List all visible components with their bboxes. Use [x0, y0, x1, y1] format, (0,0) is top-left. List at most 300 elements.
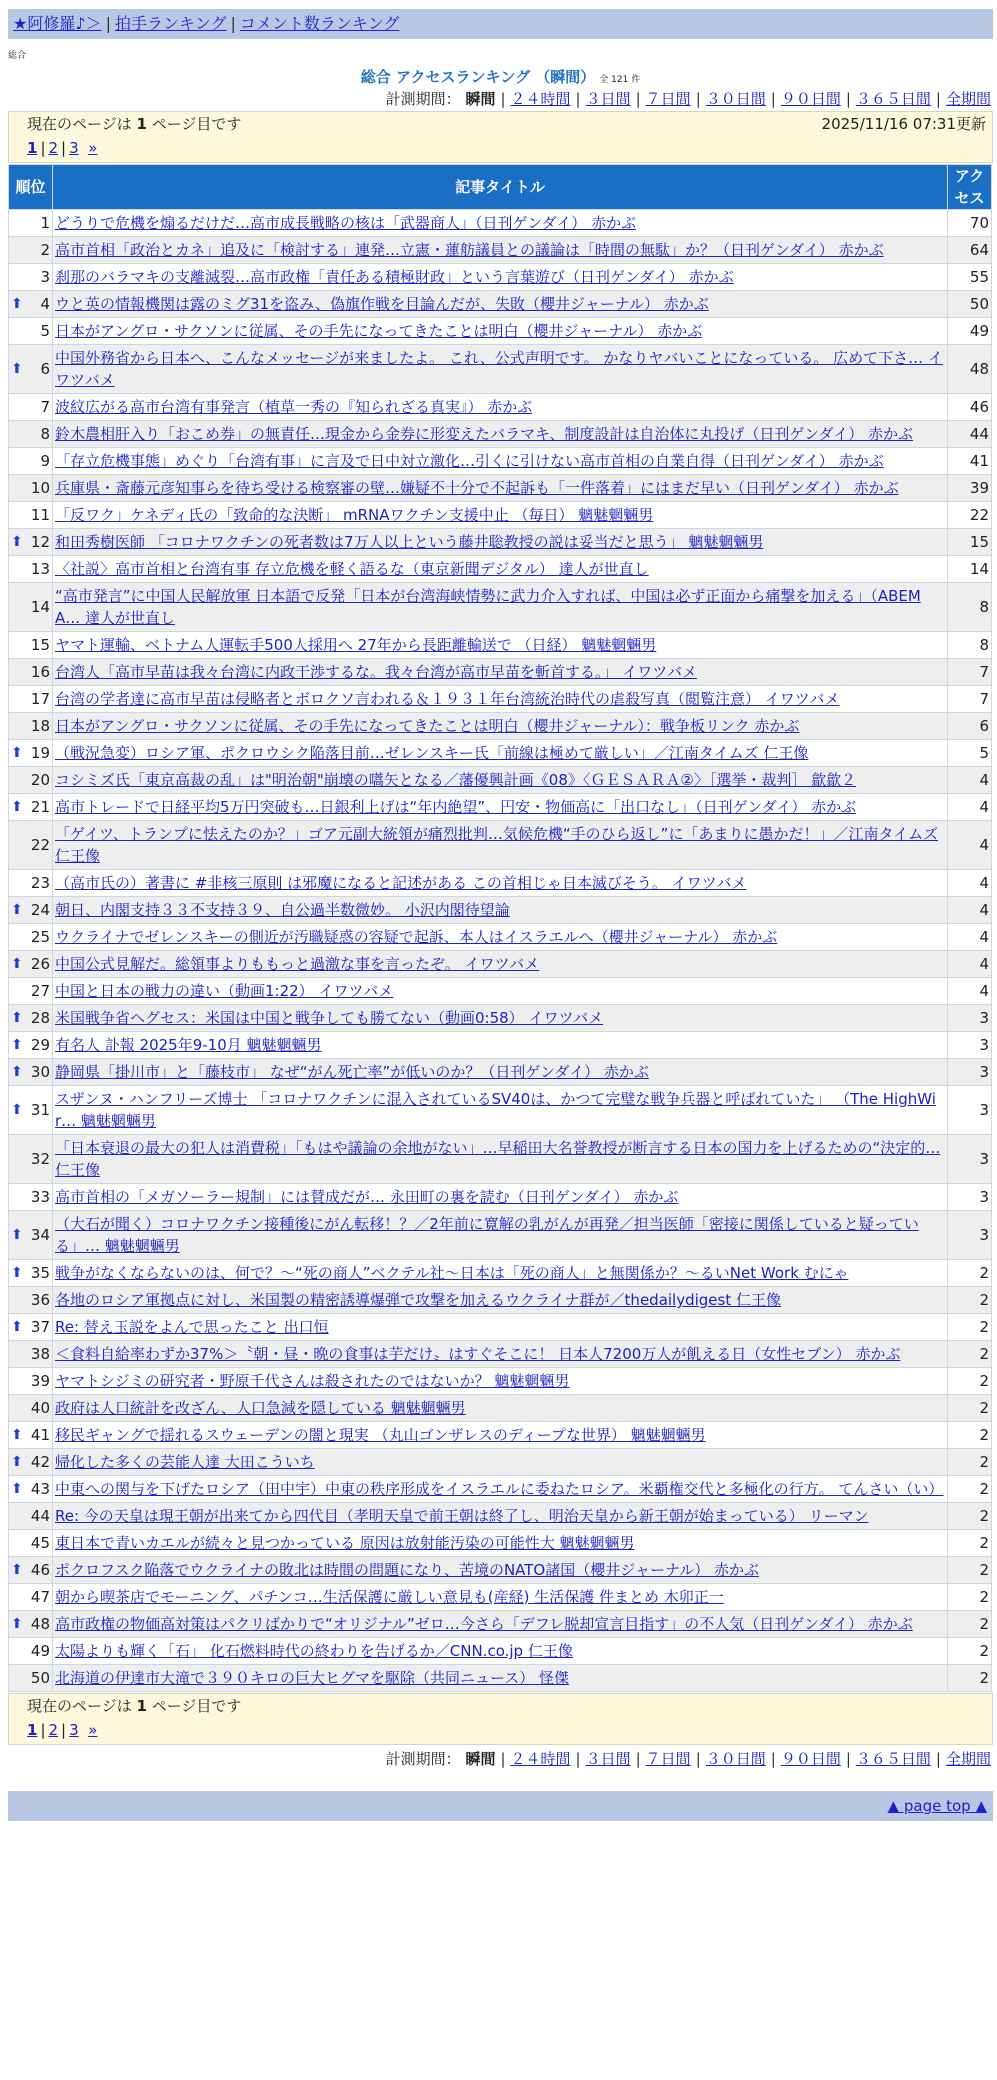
nav-link-applause-ranking[interactable]: 拍手ランキング: [114, 14, 227, 33]
rank-cell: [9, 951, 53, 978]
article-title-link[interactable]: 戦争がなくならないのは、何で？～“死の商人”ベクテル社～日本は「死の商人」と無関係か？～るいNet Work むにゃ: [55, 1264, 849, 1282]
rank-cell: [9, 794, 53, 821]
rank-number: 44: [30, 1507, 50, 1525]
article-title-link[interactable]: 中東への関与を下げたロシア（田中宇）中東の秩序形成をイスラエルに委ねたロシア。米覇権交代と多極化の行方。 てんさい（い）: [55, 1480, 944, 1498]
table-row: [9, 632, 992, 659]
rank-cell: [9, 1557, 53, 1584]
rank-cell: [9, 1638, 53, 1665]
rank-number: 40: [30, 1399, 50, 1417]
article-title-link[interactable]: 静岡県「掛川市」と「藤枝市」 なぜ“がん死亡率”が低いのか？（日刊ゲンダイ） 赤かぶ: [55, 1063, 649, 1081]
access-count: 2: [948, 1584, 992, 1611]
table-row: [9, 1005, 992, 1032]
article-title-link[interactable]: 北海道の伊達市大滝で３９０キロの巨大ヒグマを駆除（共同ニュース） 怪傑: [55, 1669, 570, 1687]
period-label: 計測期間：: [385, 1750, 461, 1768]
rank-cell: [9, 897, 53, 924]
page-link-3[interactable]: 3: [69, 1721, 79, 1739]
access-count: 44: [948, 421, 992, 448]
rank-number: 10: [30, 479, 50, 497]
access-count: 64: [948, 237, 992, 264]
period-link-24h[interactable]: ２４時間: [510, 1750, 571, 1768]
footer-bar: [8, 1791, 993, 1821]
page-link-2[interactable]: 2: [48, 1721, 59, 1739]
rank-number: 24: [30, 901, 50, 919]
arrow-up-icon: ⬆: [11, 1265, 23, 1281]
rank-cell: [9, 529, 53, 556]
access-count: 3: [948, 1059, 992, 1086]
arrow-up-icon: ⬆: [11, 534, 23, 550]
rank-cell: [9, 1665, 53, 1692]
access-count: 2: [948, 1557, 992, 1584]
arrow-up-icon: ⬆: [11, 1427, 23, 1443]
title-cell: [53, 951, 948, 978]
access-count: 2: [948, 1611, 992, 1638]
rank-cell: [9, 659, 53, 686]
access-count: 4: [948, 870, 992, 897]
article-title-link[interactable]: 政府は人口統計を改ざん、人口急減を隠している 魑魅魍魎男: [55, 1399, 466, 1417]
nav-separator: |: [105, 14, 111, 33]
table-row: [9, 1184, 992, 1211]
page-link-current[interactable]: 1: [27, 1721, 38, 1739]
rank-cell: [9, 632, 53, 659]
table-row: [9, 475, 992, 502]
article-title-link[interactable]: どうりで危機を煽るだけだ…高市成長戦略の核は「武器商人」（日刊ゲンダイ） 赤かぶ: [55, 214, 637, 232]
access-count: 2: [948, 1260, 992, 1287]
table-row: [9, 713, 992, 740]
rank-cell: [9, 475, 53, 502]
article-title-link[interactable]: Re: 替え玉説をよんで思ったこと 出口恒: [55, 1318, 329, 1336]
page-link-3[interactable]: 3: [69, 139, 79, 157]
table-row: [9, 1260, 992, 1287]
title-cell: [53, 1005, 948, 1032]
rank-cell: [9, 1135, 53, 1184]
title-cell: [53, 421, 948, 448]
period-link-24h[interactable]: ２４時間: [510, 90, 571, 108]
article-title-link[interactable]: 〈社説〉高市首相と台湾有事 存立危機を軽く語るな（東京新聞デジタル） 達人が世直し: [55, 560, 649, 578]
table-row: [9, 345, 992, 394]
rank-number: 14: [30, 598, 50, 616]
rank-number: 37: [30, 1318, 50, 1336]
period-link-3d[interactable]: ３日間: [585, 1750, 631, 1768]
rank-number: 31: [30, 1101, 50, 1119]
rank-number: 1: [40, 214, 50, 232]
title-cell: [53, 1287, 948, 1314]
rank-number: 6: [40, 360, 50, 378]
page-next-link[interactable]: »: [88, 139, 98, 157]
article-title-link[interactable]: 和田秀樹医師 「コロナワクチンの死者数は7万人以上という藤井聡教授の説は妥当だと思う」 魑魅魍魎男: [55, 533, 764, 551]
ranking-table: [8, 164, 992, 1692]
rank-cell: [9, 1611, 53, 1638]
article-title-link[interactable]: 帰化した多くの芸能人達 大田こういち: [55, 1453, 315, 1471]
period-link-365d[interactable]: ３６５日間: [855, 1750, 931, 1768]
article-title-link[interactable]: 太陽よりも輝く「石」 化石燃料時代の終わりを告げるか／CNN.co.jp 仁王像: [55, 1642, 573, 1660]
total-count: 全 121 件: [599, 75, 641, 85]
nav-link-comment-ranking[interactable]: コメント数ランキング: [239, 14, 400, 33]
period-selector-bottom: 計測期間： 瞬間 | ２４時間 | ３日間 | ７日間 | ３０日間 | ９０日間 | ３６５日間 | 全期間: [385, 1750, 991, 1768]
current-page-text: 現在のページは 1 ページ目です: [27, 1697, 242, 1715]
table-row: [9, 264, 992, 291]
rank-cell: [9, 767, 53, 794]
rank-cell: [9, 1422, 53, 1449]
article-title-link[interactable]: 兵庫県・斎藤元彦知事らを待ち受ける検察審の壁…嫌疑不十分で不起訴も「一件落着」にはまだ早い（日刊ゲンダイ） 赤かぶ: [55, 479, 899, 497]
table-row: [9, 740, 992, 767]
access-count: 3: [948, 1135, 992, 1184]
access-count: 4: [948, 821, 992, 870]
access-count: 2: [948, 1665, 992, 1692]
access-count: 49: [948, 318, 992, 345]
article-title-link[interactable]: 高市政権の物価高対策はパクリばかりで“オリジナル”ゼロ…今さら「デフレ脱却宣言目指す」の不人気（日刊ゲンダイ） 赤かぶ: [55, 1615, 913, 1633]
title-cell: [53, 1638, 948, 1665]
title-cell: [53, 1368, 948, 1395]
article-title-link[interactable]: 台湾人「高市早苗は我々台湾に内政干渉するな。我々台湾が高市早苗を斬首する。」 イワツバメ: [55, 663, 697, 681]
rank-number: 45: [30, 1534, 50, 1552]
rank-number: 42: [30, 1453, 50, 1471]
table-row: [9, 1211, 992, 1260]
article-title-link[interactable]: 刹那のバラマキの支離滅裂…高市政権「責任ある積極財政」という言葉遊び（日刊ゲンダイ） 赤かぶ: [55, 268, 734, 286]
rank-number: 26: [30, 955, 50, 973]
rank-number: 39: [30, 1372, 50, 1390]
rank-number: 19: [30, 744, 50, 762]
access-count: 3: [948, 1184, 992, 1211]
access-count: 3: [948, 1211, 992, 1260]
title-cell: [53, 978, 948, 1005]
page-title: 総合 アクセスランキング （瞬間）: [360, 68, 596, 86]
rank-number: 5: [40, 322, 50, 340]
table-row: [9, 1557, 992, 1584]
title-cell: [53, 583, 948, 632]
article-title-link[interactable]: 台湾の学者達に高市早苗は侵略者とボロクソ言われる＆１９３１年台湾統治時代の虐殺写真（閲覧注意） イワツバメ: [55, 690, 840, 708]
title-cell: [53, 291, 948, 318]
title-cell: [53, 1557, 948, 1584]
arrow-up-icon: ⬆: [11, 1454, 23, 1470]
table-row: [9, 1503, 992, 1530]
title-cell: [53, 448, 948, 475]
rank-cell: [9, 740, 53, 767]
table-row: [9, 1665, 992, 1692]
title-cell: [53, 1211, 948, 1260]
rank-number: 18: [30, 717, 50, 735]
rank-cell: [9, 1260, 53, 1287]
rank-number: 43: [30, 1480, 50, 1498]
article-title-link[interactable]: 高市トレードで日経平均5万円突破も…日銀利上げは“年内絶望”、円安・物価高に「出口なし」（日刊ゲンダイ） 赤かぶ: [55, 798, 857, 816]
article-title-link[interactable]: 移民ギャングで揺れるスウェーデンの闇と現実 （丸山ゴンザレスのディープな世界） 魑魅魍魎男: [55, 1426, 706, 1444]
access-count: 14: [948, 556, 992, 583]
period-selector: 計測期間： 瞬間 | ２４時間 | ３日間 | ７日間 | ３０日間 | ９０日間 | ３６５日間 | 全期間: [385, 90, 991, 108]
access-count: 4: [948, 951, 992, 978]
article-title-link[interactable]: ヤマト運輸、ベトナム人運転手500人採用へ 27年から長距離輸送で （日経） 魑魅魍魎男: [55, 636, 657, 654]
article-title-link[interactable]: 米国戦争省ヘグセス：米国は中国と戦争しても勝てない（動画0:58） イワツバメ: [55, 1009, 604, 1027]
rank-number: 8: [40, 425, 50, 443]
title-cell: [53, 632, 948, 659]
rank-cell: [9, 1059, 53, 1086]
updated-time: 2025/11/16 07:31更新: [821, 115, 986, 133]
access-count: 2: [948, 1503, 992, 1530]
page-next-link[interactable]: »: [88, 1721, 98, 1739]
rank-number: 48: [30, 1615, 50, 1633]
article-title-link[interactable]: “高市発言”に中国人民解放軍 日本語で反発「日本が台湾海峡情勢に武力介入すれば、中国は必ず正面から痛撃を加える」（ABEMA… 達人が世直し: [55, 587, 921, 627]
article-title-link[interactable]: 鈴木農相肝入り「おこめ券」の無責任…現金から金券に形変えたバラマキ、制度設計は自治体に丸投げ（日刊ゲンダイ） 赤かぶ: [55, 425, 913, 443]
rank-cell: [9, 394, 53, 421]
access-count: 3: [948, 1086, 992, 1135]
title-cell: [53, 686, 948, 713]
table-row: [9, 237, 992, 264]
table-row: [9, 1368, 992, 1395]
article-title-link[interactable]: 中国と日本の戦力の違い（動画1:22） イワツバメ: [55, 982, 394, 1000]
table-row: [9, 821, 992, 870]
period-link-7d[interactable]: ７日間: [645, 1750, 691, 1768]
table-row: [9, 1314, 992, 1341]
arrow-up-icon: ⬆: [11, 956, 23, 972]
title-cell: [53, 1503, 948, 1530]
table-row: [9, 1086, 992, 1135]
table-row: [9, 1032, 992, 1059]
rank-number: 22: [30, 836, 50, 854]
period-link-90d[interactable]: ９０日間: [780, 90, 841, 108]
table-row: [9, 1530, 992, 1557]
access-count: 2: [948, 1638, 992, 1665]
access-count: 2: [948, 1368, 992, 1395]
table-row: [9, 659, 992, 686]
rank-number: 50: [30, 1669, 50, 1687]
article-title-link[interactable]: 日本がアングロ・サクソンに従属、その手先になってきたことは明白（櫻井ジャーナル） 赤かぶ: [55, 322, 703, 340]
article-title-link[interactable]: 朝日、内閣支持３３不支持３９、自公過半数微妙。 小沢内閣待望論: [55, 901, 510, 919]
article-title-link[interactable]: 日本がアングロ・サクソンに従属、その手先になってきたことは明白（櫻井ジャーナル）：戦争板リンク 赤かぶ: [55, 717, 800, 735]
title-cell: [53, 1184, 948, 1211]
title-cell: [53, 1584, 948, 1611]
period-link-90d[interactable]: ９０日間: [780, 1750, 841, 1768]
table-row: [9, 1584, 992, 1611]
title-cell: [53, 1665, 948, 1692]
article-title-link[interactable]: Re: 今の天皇は現王朝が出来てから四代目（孝明天皇で前王朝は終了し、明治天皇から新王朝が始まっている） リーマン: [55, 1507, 869, 1525]
table-row: [9, 529, 992, 556]
article-title-link[interactable]: 高市首相の「メガソーラー規制」には賛成だが… 永田町の裏を読む（日刊ゲンダイ） 赤かぶ: [55, 1188, 679, 1206]
period-link-3d[interactable]: ３日間: [585, 90, 631, 108]
page-link-2[interactable]: 2: [48, 139, 59, 157]
access-count: 4: [948, 767, 992, 794]
access-count: 2: [948, 1287, 992, 1314]
rank-number: 12: [30, 533, 50, 551]
access-count: 2: [948, 1314, 992, 1341]
rank-number: 28: [30, 1009, 50, 1027]
table-header-row: [9, 165, 992, 210]
access-count: 41: [948, 448, 992, 475]
rank-number: 4: [40, 295, 50, 313]
title-cell: [53, 1422, 948, 1449]
rank-cell: [9, 556, 53, 583]
article-title-link[interactable]: 「ゲイツ、トランプに怯えたのか？」ゴア元副大統領が痛烈批判…気候危機“手のひら返し”に「あまりに愚かだ！」／江南タイムズ 仁王像: [55, 825, 939, 865]
access-count: 4: [948, 978, 992, 1005]
access-count: 7: [948, 686, 992, 713]
access-count: 6: [948, 713, 992, 740]
table-row: [9, 1395, 992, 1422]
access-count: 4: [948, 794, 992, 821]
pager-bottom: 現在のページは 1 ページ目です 1 | 2 | 3 »: [8, 1693, 993, 1745]
title-cell: [53, 1086, 948, 1135]
title-cell: [53, 1476, 948, 1503]
rank-number: 34: [30, 1226, 50, 1244]
rank-number: 25: [30, 928, 50, 946]
period-link-365d[interactable]: ３６５日間: [855, 90, 931, 108]
rank-cell: [9, 1032, 53, 1059]
title-cell: [53, 475, 948, 502]
article-title-link[interactable]: ＜食料自給率わずか37%＞〝朝・昼・晩の食事は芋だけ〟はすぐそこに！ 日本人7200万人が飢える日（女性セブン） 赤かぶ: [55, 1345, 901, 1363]
rank-cell: [9, 1314, 53, 1341]
rank-number: 35: [30, 1264, 50, 1282]
arrow-up-icon: ⬆: [11, 799, 23, 815]
title-cell: [53, 1314, 948, 1341]
table-row: [9, 1611, 992, 1638]
rank-number: 16: [30, 663, 50, 681]
access-count: 8: [948, 583, 992, 632]
title-row: [8, 67, 993, 89]
title-cell: [53, 1611, 948, 1638]
rank-cell: [9, 318, 53, 345]
table-row: [9, 1476, 992, 1503]
table-row: [9, 1422, 992, 1449]
article-title-link[interactable]: 「日本衰退の最大の犯人は消費税」「もはや議論の余地がない」…早稲田大名誉教授が断言する日本の国力を上げるための“決定的… 仁王像: [55, 1139, 941, 1179]
page-top-link[interactable]: ▲ page top ▲: [887, 1797, 987, 1815]
table-row: [9, 448, 992, 475]
table-row: [9, 1341, 992, 1368]
article-title-link[interactable]: 中国外務省から日本へ、こんなメッセージが来ましたよ。 これ、公式声明です。 かなりヤバいことになっている。 広めて下さ… イワツバメ: [55, 349, 943, 389]
table-row: [9, 978, 992, 1005]
table-row: [9, 291, 992, 318]
arrow-up-icon: ⬆: [11, 1319, 23, 1335]
rank-cell: [9, 1211, 53, 1260]
rank-number: 46: [30, 1561, 50, 1579]
article-title-link[interactable]: ウクライナでゼレンスキーの側近が汚職疑惑の容疑で起訴、本人はイスラエルへ（櫻井ジャーナル） 赤かぶ: [55, 928, 778, 946]
arrow-up-icon: ⬆: [11, 296, 23, 312]
title-cell: [53, 713, 948, 740]
ranking-table-body: [9, 210, 992, 1692]
article-title-link[interactable]: 有名人 訃報 2025年9-10月 魑魅魍魎男: [55, 1036, 322, 1054]
title-cell: [53, 870, 948, 897]
rank-cell: [9, 1395, 53, 1422]
rank-cell: [9, 1184, 53, 1211]
current-page-text: 現在のページは 1 ページ目です: [27, 115, 242, 133]
table-row: [9, 583, 992, 632]
table-row: [9, 318, 992, 345]
rank-cell: [9, 1287, 53, 1314]
article-title-link[interactable]: 朝から喫茶店でモーニング、パチンコ…生活保護に厳しい意見も(産経) 生活保護 件まとめ 木卯正一: [55, 1588, 724, 1606]
period-label: 計測期間：: [385, 90, 461, 108]
rank-number: 41: [30, 1426, 50, 1444]
article-title-link[interactable]: スザンヌ・ハンフリーズ博士 「コロナワクチンに混入されているSV40は、かつて完璧な戦争兵器と呼ばれていた」 （The HighWir… 魑魅魍魎男: [55, 1090, 936, 1130]
title-cell: [53, 1530, 948, 1557]
article-title-link[interactable]: 東日本で青いカエルが続々と見つかっている 原因は放射能汚染の可能性大 魑魅魍魎男: [55, 1534, 635, 1552]
title-cell: [53, 1059, 948, 1086]
article-title-link[interactable]: （戦況急変）ロシア軍、ポクロウシク陥落目前…ゼレンスキー氏「前線は極めて厳しい」／江南タイムズ 仁王像: [55, 744, 809, 762]
article-title-link[interactable]: ウと英の情報機関は露のミグ31を盗み、偽旗作戦を目論んだが、失敗（櫻井ジャーナル） 赤かぶ: [55, 295, 709, 313]
page-link-current[interactable]: 1: [27, 139, 38, 157]
article-title-link[interactable]: ヤマトシジミの研究者・野原千代さんは殺されたのではないか？ 魑魅魍魎男: [55, 1372, 570, 1390]
rank-number: 27: [30, 982, 50, 1000]
period-current: 瞬間: [465, 90, 496, 108]
article-title-link[interactable]: 各地のロシア軍拠点に対し、米国製の精密誘導爆弾で攻撃を加えるウクライナ群が／thedailydigest 仁王像: [55, 1291, 781, 1309]
top-nav: [8, 9, 993, 39]
table-row: [9, 1287, 992, 1314]
column-header-title: 記事タイトル: [53, 165, 948, 210]
rank-number: 9: [40, 452, 50, 470]
table-row: [9, 556, 992, 583]
rank-cell: [9, 1584, 53, 1611]
access-count: 55: [948, 264, 992, 291]
arrow-up-icon: ⬆: [11, 1227, 23, 1243]
article-title-link[interactable]: ポクロフスク陥落でウクライナの敗北は時間の問題になり、苦境のNATO諸国（櫻井ジャーナル） 赤かぶ: [55, 1561, 759, 1579]
rank-number: 49: [30, 1642, 50, 1660]
period-link-7d[interactable]: ７日間: [645, 90, 691, 108]
arrow-up-icon: ⬆: [11, 1010, 23, 1026]
title-cell: [53, 1032, 948, 1059]
access-count: 15: [948, 529, 992, 556]
title-cell: [53, 556, 948, 583]
rank-cell: [9, 237, 53, 264]
title-cell: [53, 1260, 948, 1287]
title-cell: [53, 1135, 948, 1184]
rank-number: 20: [30, 771, 50, 789]
rank-cell: [9, 583, 53, 632]
arrow-up-icon: ⬆: [11, 1037, 23, 1053]
rank-number: 2: [40, 241, 50, 259]
article-title-link[interactable]: 「存立危機事態」めぐり「台湾有事」に言及で日中対立激化…引くに引けない高市首相の自業自得（日刊ゲンダイ） 赤かぶ: [55, 452, 884, 470]
column-header-rank: 順位: [9, 165, 53, 210]
access-count: 3: [948, 1032, 992, 1059]
article-title-link[interactable]: （高市氏の）著書に #非核三原則 は邪魔になると記述がある この首相じゃ日本滅びそう。 イワツバメ: [55, 874, 747, 892]
period-link-all[interactable]: 全期間: [945, 1750, 991, 1768]
period-link-all[interactable]: 全期間: [945, 90, 991, 108]
article-title-link[interactable]: コシミズ氏「東京高裁の乱」は"明治朝"崩壊の嚆矢となる／藩優興計画《08》〈ＧＥＳＡＲＡ②〉［選挙・裁判］ 歙歙２: [55, 771, 857, 789]
access-count: 22: [948, 502, 992, 529]
title-cell: [53, 794, 948, 821]
article-title-link[interactable]: 波紋広がる高市台湾有事発言（植草一秀の『知られざる真実』） 赤かぶ: [55, 398, 533, 416]
rank-cell: [9, 264, 53, 291]
period-current: 瞬間: [465, 1750, 496, 1768]
title-cell: [53, 659, 948, 686]
table-row: [9, 870, 992, 897]
nav-link-home[interactable]: ★阿修羅♪＞: [13, 14, 102, 33]
rank-number: 21: [30, 798, 50, 816]
table-row: [9, 421, 992, 448]
article-title-link[interactable]: 「反ワク」ケネディ氏の「致命的な決断」 mRNAワクチン支援中止 （毎日） 魑魅魍魎男: [55, 506, 654, 524]
title-cell: [53, 740, 948, 767]
article-title-link[interactable]: （大石が聞く）コロナワクチン接種後にがん転移！？／2年前に寛解の乳がんが再発／担当医師「密接に関係していると疑っている」… 魑魅魍魎男: [55, 1215, 919, 1255]
article-title-link[interactable]: 高市首相「政治とカネ」追及に「検討する」連発…立憲・蓮舫議員との議論は「時間の無駄」か？（日刊ゲンダイ） 赤かぶ: [55, 241, 884, 259]
arrow-up-icon: ⬆: [11, 1102, 23, 1118]
access-count: 8: [948, 632, 992, 659]
table-row: [9, 686, 992, 713]
rank-cell: [9, 448, 53, 475]
rank-number: 30: [30, 1063, 50, 1081]
access-count: 2: [948, 1341, 992, 1368]
title-cell: [53, 1395, 948, 1422]
rank-cell: [9, 978, 53, 1005]
access-count: 5: [948, 740, 992, 767]
period-link-30d[interactable]: ３０日間: [705, 90, 766, 108]
table-row: [9, 210, 992, 237]
arrow-up-icon: ⬆: [11, 1064, 23, 1080]
rank-cell: [9, 713, 53, 740]
access-count: 7: [948, 659, 992, 686]
title-cell: [53, 1341, 948, 1368]
access-count: 3: [948, 1005, 992, 1032]
rank-cell: [9, 421, 53, 448]
table-row: [9, 1135, 992, 1184]
period-link-30d[interactable]: ３０日間: [705, 1750, 766, 1768]
rank-cell: [9, 1368, 53, 1395]
article-title-link[interactable]: 中国公式見解だ。総領事よりももっと過激な事を言ったぞ。 イワツバメ: [55, 955, 540, 973]
pager-top: 現在のページは 1 ページ目です 2025/11/16 07:31更新 1 | 2 | 3 »: [8, 111, 993, 163]
rank-cell: [9, 1449, 53, 1476]
access-count: 48: [948, 345, 992, 394]
